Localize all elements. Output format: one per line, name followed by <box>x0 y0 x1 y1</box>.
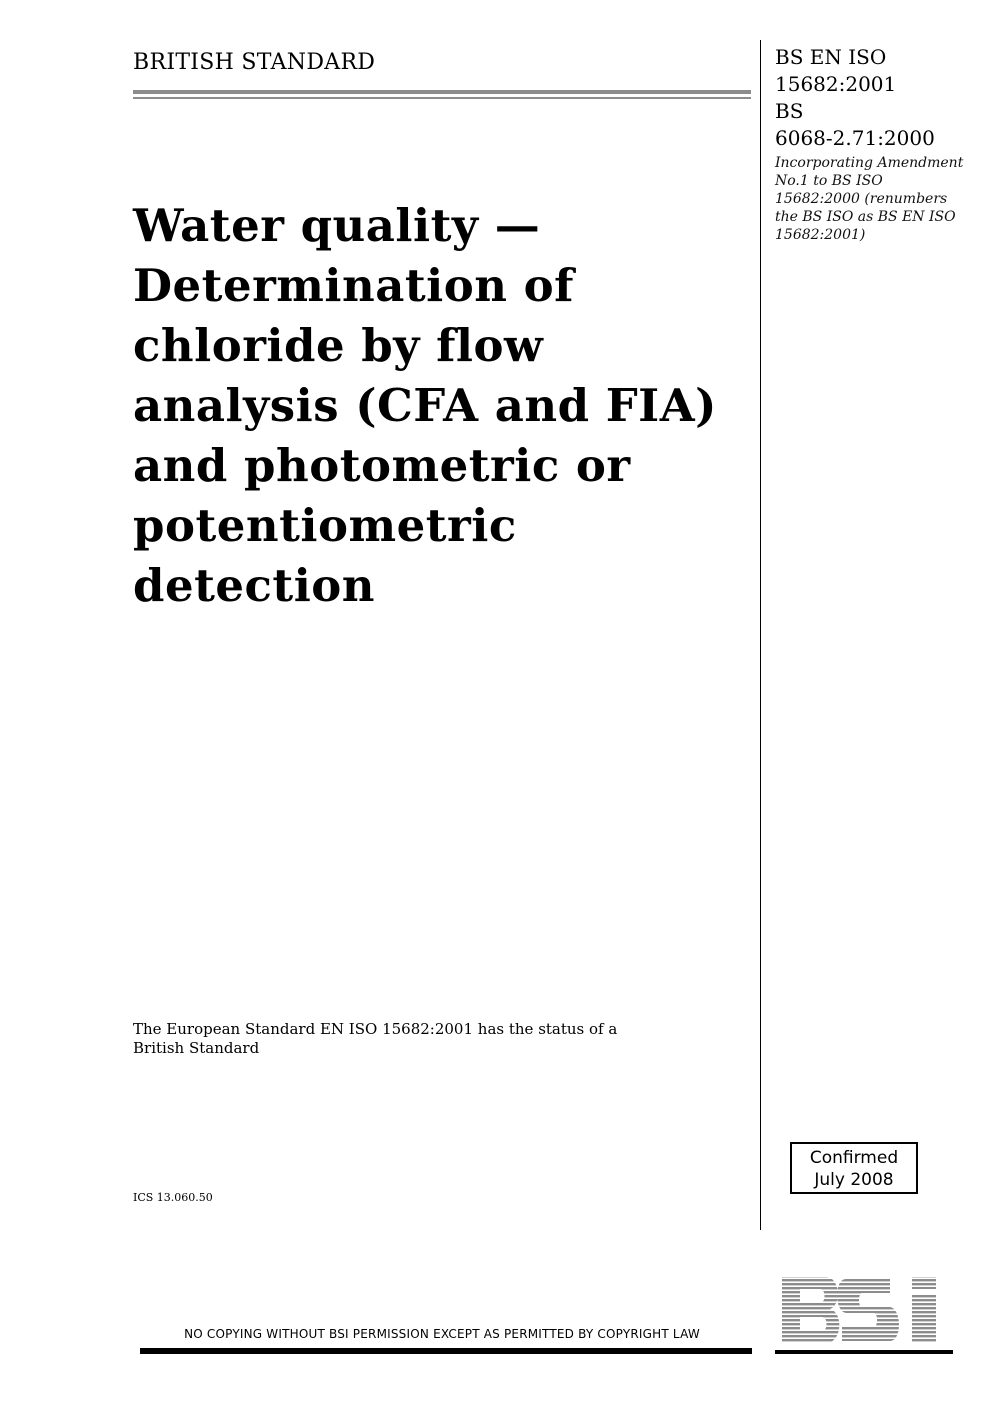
logo-text: BSi <box>780 1275 782 1276</box>
title-line: analysis (CFA and FIA) <box>133 379 717 432</box>
confirmed-label: Confirmed <box>809 1148 899 1168</box>
confirmed-date: July 2008 <box>814 1170 894 1190</box>
header-rule-secondary <box>133 97 751 99</box>
standard-type-label: BRITISH STANDARD <box>133 50 376 75</box>
code-line-2: 15682:2001 <box>775 72 897 96</box>
copyright-notice: NO COPYING WITHOUT BSI PERMISSION EXCEPT AS PERMITTED BY COPYRIGHT LAW <box>184 1327 700 1341</box>
column-divider <box>760 40 761 1230</box>
title-line: Determination of <box>133 259 575 312</box>
title-line: and photometric or <box>133 439 631 492</box>
confirmed-stamp <box>790 1142 918 1194</box>
bsi-logo <box>780 1275 956 1345</box>
title-line: chloride by flow <box>133 319 544 372</box>
footer-rule <box>140 1348 752 1354</box>
code-line-3: BS <box>775 99 804 123</box>
title-line: potentiometric <box>133 499 517 552</box>
status-statement: The European Standard EN ISO 15682:2001 has the status of a British Standard <box>133 1020 618 1057</box>
title-line: Water quality — <box>133 199 541 252</box>
document-title <box>133 196 753 616</box>
amendment-note: Incorporating Amendment No.1 to BS ISO 15682:2000 (renumbers the BS ISO as BS EN ISO 15682:2001) <box>775 155 964 243</box>
standard-codes <box>775 44 975 244</box>
ics-code: ICS 13.060.50 <box>133 1191 213 1204</box>
header-rule <box>133 90 751 94</box>
title-line: detection <box>133 559 376 612</box>
code-line-1: BS EN ISO <box>775 45 887 69</box>
code-line-4: 6068-2.71:2000 <box>775 126 935 150</box>
footer-rule-right <box>775 1350 953 1354</box>
